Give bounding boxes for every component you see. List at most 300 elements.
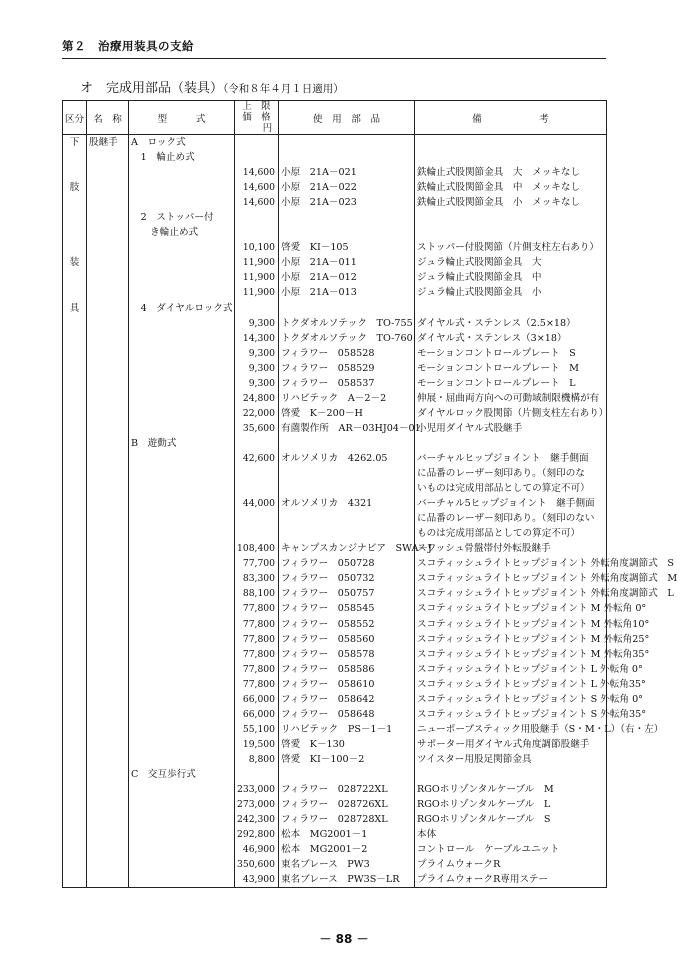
name-cell: [87, 692, 129, 707]
kubun-cell: [63, 812, 87, 827]
table-row: [63, 451, 607, 466]
name-cell: [87, 255, 129, 270]
col-header-biko: 備 考: [415, 101, 607, 135]
parts-cell: フィラワー 028722XL: [279, 782, 415, 797]
table-row: [63, 361, 607, 376]
kubun-cell: [63, 737, 87, 752]
name-cell: [87, 782, 129, 797]
type-cell: B 遊動式: [129, 436, 235, 451]
table-row: [63, 511, 607, 526]
parts-cell: [279, 481, 415, 496]
parts-cell: 小原 21A－013: [279, 285, 415, 300]
type-cell: 4 ダイヤルロック式: [129, 301, 235, 316]
kubun-cell: [63, 195, 87, 210]
price-cell: 77,700: [235, 556, 279, 571]
type-cell: [129, 406, 235, 421]
parts-cell: [279, 466, 415, 481]
table-row: [63, 150, 607, 165]
price-cell: 9,300: [235, 361, 279, 376]
kubun-cell: [63, 767, 87, 782]
kubun-cell: [63, 496, 87, 511]
parts-table: [62, 100, 678, 888]
type-cell: [129, 692, 235, 707]
table-row: [63, 376, 607, 391]
remarks-cell: バーチャル5ヒップジョイント 継手側面: [415, 496, 607, 511]
type-cell: [129, 541, 235, 556]
type-cell: [129, 526, 235, 541]
kubun-cell: [63, 872, 87, 888]
type-cell: [129, 391, 235, 406]
price-cell: 10,100: [235, 240, 279, 255]
remarks-cell: ストッパー付股関節（片側支柱左右あり）: [415, 240, 607, 255]
remarks-cell: [415, 767, 607, 782]
kubun-cell: [63, 225, 87, 240]
col-header-kubun: 区分: [63, 101, 87, 135]
price-cell: 9,300: [235, 376, 279, 391]
type-cell: [129, 285, 235, 300]
remarks-cell: スコティッシュライトヒップジョイント M 外転角10°: [415, 617, 607, 632]
price-cell: 22,000: [235, 406, 279, 421]
type-cell: [129, 601, 235, 616]
name-cell: [87, 361, 129, 376]
name-cell: [87, 647, 129, 662]
price-cell: 8,800: [235, 752, 279, 767]
section-title-text: オ 完成用部品（装具）: [80, 81, 224, 96]
table-row: [63, 541, 607, 556]
name-cell: [87, 150, 129, 165]
remarks-cell: スワッシュ骨盤帯付外転股継手: [415, 541, 607, 556]
price-cell: 66,000: [235, 707, 279, 722]
remarks-cell: [415, 436, 607, 451]
type-cell: [129, 842, 235, 857]
header-rule: [62, 58, 606, 59]
kubun-cell: [63, 677, 87, 692]
price-cell: [235, 150, 279, 165]
parts-cell: フィラワー 028728XL: [279, 812, 415, 827]
chapter-header: 第２ 治療用装具の支給: [62, 39, 194, 53]
type-cell: C 交互歩行式: [129, 767, 235, 782]
parts-cell: [279, 225, 415, 240]
name-cell: [87, 406, 129, 421]
remarks-cell: 小児用ダイヤル式股継手: [415, 421, 607, 436]
kubun-cell: [63, 511, 87, 526]
name-cell: [87, 812, 129, 827]
table-row: [63, 842, 607, 857]
col-header-price: [235, 101, 279, 135]
kubun-cell: [63, 361, 87, 376]
kubun-cell: [63, 782, 87, 797]
remarks-cell: コントロール ケーブルユニット: [415, 842, 607, 857]
table-row: [63, 571, 607, 586]
table-row: [63, 270, 607, 285]
name-cell: [87, 421, 129, 436]
remarks-cell: モーションコントロールプレート L: [415, 376, 607, 391]
name-cell: [87, 797, 129, 812]
remarks-cell: 伸展・屈曲両方向への可動域制限機構が有: [415, 391, 607, 406]
remarks-cell: ジュラ輪止式股関節金具 小: [415, 285, 607, 300]
kubun-cell: 具: [63, 301, 87, 316]
table-row: [63, 406, 607, 421]
kubun-cell: [63, 571, 87, 586]
type-cell: [129, 677, 235, 692]
type-cell: [129, 812, 235, 827]
parts-cell: フィラワー 058578: [279, 647, 415, 662]
name-cell: [87, 391, 129, 406]
kubun-cell: [63, 827, 87, 842]
remarks-cell: いものは完成用部品としての算定不可）: [415, 481, 607, 496]
type-cell: [129, 872, 235, 888]
remarks-cell: サポーター用ダイヤル式角度調節股継手: [415, 737, 607, 752]
parts-cell: フィラワー 050757: [279, 586, 415, 601]
price-cell: 273,000: [235, 797, 279, 812]
type-cell: [129, 782, 235, 797]
kubun-cell: [63, 481, 87, 496]
type-cell: き輪止め式: [129, 225, 235, 240]
type-cell: 1 輪止め式: [129, 150, 235, 165]
kubun-cell: [63, 586, 87, 601]
remarks-cell: ツイスター用股足関節金具: [415, 752, 607, 767]
table-row: [63, 662, 607, 677]
type-cell: [129, 316, 235, 331]
type-cell: [129, 662, 235, 677]
remarks-cell: ニューポーブスティック用股継手（S・M・L）（右・左）: [415, 722, 607, 737]
price-cell: 9,300: [235, 316, 279, 331]
price-cell: 77,800: [235, 617, 279, 632]
name-cell: [87, 301, 129, 316]
price-cell: 14,600: [235, 165, 279, 180]
kubun-cell: [63, 451, 87, 466]
table-row: [63, 782, 607, 797]
type-cell: [129, 617, 235, 632]
price-cell: [235, 466, 279, 481]
parts-cell: 小原 21A－021: [279, 165, 415, 180]
page-number: － 88 －: [319, 932, 369, 946]
table-row: [63, 316, 607, 331]
price-cell: [235, 135, 279, 151]
type-cell: [129, 481, 235, 496]
remarks-cell: RGOホリゾンタルケーブル M: [415, 782, 607, 797]
price-cell: 46,900: [235, 842, 279, 857]
price-cell: 292,800: [235, 827, 279, 842]
remarks-cell: スコティッシュライトヒップジョイント 外転角度調節式 M: [415, 571, 607, 586]
name-cell: [87, 601, 129, 616]
kubun-cell: [63, 240, 87, 255]
remarks-cell: [415, 210, 607, 225]
table-header-row: [63, 101, 607, 135]
parts-cell: 啓愛 KI－105: [279, 240, 415, 255]
name-cell: [87, 662, 129, 677]
type-cell: [129, 180, 235, 195]
price-cell: 55,100: [235, 722, 279, 737]
remarks-cell: 鉄輪止式股関節金具 中 メッキなし: [415, 180, 607, 195]
parts-cell: フィラワー 050728: [279, 556, 415, 571]
price-cell: 35,600: [235, 421, 279, 436]
type-cell: [129, 421, 235, 436]
kubun-cell: [63, 857, 87, 872]
remarks-cell: モーションコントロールプレート S: [415, 346, 607, 361]
name-cell: [87, 195, 129, 210]
remarks-cell: [415, 135, 607, 151]
table-row: [63, 346, 607, 361]
type-cell: 2 ストッパー付: [129, 210, 235, 225]
parts-cell: [279, 135, 415, 151]
name-cell: 股継手: [87, 135, 129, 151]
price-cell: [235, 481, 279, 496]
type-cell: [129, 857, 235, 872]
parts-cell: 有薗製作所 AR－03HJ04－01: [279, 421, 415, 436]
parts-cell: 啓愛 K－200－H: [279, 406, 415, 421]
remarks-cell: [415, 225, 607, 240]
parts-cell: フィラワー 058545: [279, 601, 415, 616]
kubun-cell: [63, 541, 87, 556]
name-cell: [87, 466, 129, 481]
table-row: [63, 812, 607, 827]
parts-cell: オルソメリカ 4321: [279, 496, 415, 511]
remarks-cell: [415, 301, 607, 316]
parts-cell: 松本 MG2001－1: [279, 827, 415, 842]
price-cell: 350,600: [235, 857, 279, 872]
table-row: [63, 872, 607, 888]
remarks-cell: ものは完成用部品としての算定不可）: [415, 526, 607, 541]
kubun-cell: [63, 526, 87, 541]
remarks-cell: バーチャルヒップジョイント 継手側面: [415, 451, 607, 466]
price-cell: 14,300: [235, 331, 279, 346]
table-row: [63, 195, 607, 210]
table-row: [63, 647, 607, 662]
parts-cell: 小原 21A－011: [279, 255, 415, 270]
remarks-cell: スコティッシュライトヒップジョイント S 外転角 0°: [415, 692, 607, 707]
table-row: [63, 857, 607, 872]
kubun-cell: [63, 722, 87, 737]
remarks-cell: ダイヤルロック股関節（片側支柱左右あり）: [415, 406, 607, 421]
type-cell: [129, 331, 235, 346]
kubun-cell: [63, 285, 87, 300]
parts-cell: トクダオルソテック TO-760: [279, 331, 415, 346]
table-row: [63, 180, 607, 195]
kubun-cell: [63, 436, 87, 451]
parts-cell: フィラワー 058552: [279, 617, 415, 632]
remarks-cell: スコティッシュライトヒップジョイント S 外転角35°: [415, 707, 607, 722]
parts-cell: フィラワー 058529: [279, 361, 415, 376]
price-cell: 108,400: [235, 541, 279, 556]
name-cell: [87, 376, 129, 391]
section-subtitle: （令和８年４月１日適用）: [223, 83, 344, 95]
price-cell: 77,800: [235, 647, 279, 662]
name-cell: [87, 451, 129, 466]
type-cell: [129, 255, 235, 270]
type-cell: [129, 376, 235, 391]
remarks-cell: スコティッシュライトヒップジョイント M 外転角35°: [415, 647, 607, 662]
type-cell: [129, 496, 235, 511]
table-row: [63, 466, 607, 481]
price-cell: 9,300: [235, 346, 279, 361]
price-cell: 11,900: [235, 270, 279, 285]
remarks-cell: ジュラ輪止式股関節金具 中: [415, 270, 607, 285]
price-cell: 77,800: [235, 601, 279, 616]
type-cell: [129, 797, 235, 812]
kubun-cell: 肢: [63, 180, 87, 195]
name-cell: [87, 677, 129, 692]
table-row: [63, 481, 607, 496]
parts-cell: トクダオルソテック TO-755: [279, 316, 415, 331]
parts-cell: キャンプスカンジナビア SWA－J: [279, 541, 415, 556]
type-cell: [129, 632, 235, 647]
remarks-cell: RGOホリゾンタルケーブル S: [415, 812, 607, 827]
type-cell: [129, 752, 235, 767]
parts-cell: 啓愛 KI－100－2: [279, 752, 415, 767]
type-cell: [129, 270, 235, 285]
name-cell: [87, 331, 129, 346]
price-cell: 42,600: [235, 451, 279, 466]
table-body: [63, 135, 678, 888]
parts-cell: フィラワー 050732: [279, 571, 415, 586]
parts-cell: [279, 210, 415, 225]
remarks-cell: スコティッシュライトヒップジョイント 外転角度調節式 L: [415, 586, 607, 601]
name-cell: [87, 556, 129, 571]
parts-cell: フィラワー 058560: [279, 632, 415, 647]
remarks-cell: に品番のレーザー刻印あり。（刻印のな: [415, 466, 607, 481]
type-cell: [129, 737, 235, 752]
table-row: [63, 632, 607, 647]
parts-cell: 東名ブレース PW3: [279, 857, 415, 872]
parts-cell: 松本 MG2001－2: [279, 842, 415, 857]
remarks-cell: 鉄輪止式股関節金具 小 メッキなし: [415, 195, 607, 210]
kubun-cell: [63, 210, 87, 225]
name-cell: [87, 842, 129, 857]
kubun-cell: [63, 421, 87, 436]
kubun-cell: [63, 647, 87, 662]
table-row: [63, 225, 607, 240]
name-cell: [87, 346, 129, 361]
table-row: [63, 617, 607, 632]
name-cell: [87, 752, 129, 767]
remarks-cell: に品番のレーザー刻印あり。（刻印のない: [415, 511, 607, 526]
section-title: [80, 77, 344, 96]
name-cell: [87, 511, 129, 526]
parts-cell: フィラワー 058586: [279, 662, 415, 677]
price-cell: 14,600: [235, 195, 279, 210]
table-row: [63, 707, 607, 722]
name-cell: [87, 617, 129, 632]
remarks-cell: モーションコントロールプレート M: [415, 361, 607, 376]
name-cell: [87, 872, 129, 888]
type-cell: [129, 647, 235, 662]
kubun-cell: [63, 331, 87, 346]
remarks-cell: ダイヤル式・ステンレス（2.5×18）: [415, 316, 607, 331]
table-row: [63, 285, 607, 300]
table-row: [63, 331, 607, 346]
parts-cell: 啓愛 K－130: [279, 737, 415, 752]
table-row: [63, 436, 607, 451]
kubun-cell: [63, 842, 87, 857]
remarks-cell: [415, 150, 607, 165]
type-cell: [129, 165, 235, 180]
name-cell: [87, 707, 129, 722]
name-cell: [87, 316, 129, 331]
name-cell: [87, 180, 129, 195]
remarks-cell: ダイヤル式・ステンレス（3×18）: [415, 331, 607, 346]
name-cell: [87, 722, 129, 737]
parts-cell: フィラワー 058610: [279, 677, 415, 692]
parts-cell: 小原 21A－023: [279, 195, 415, 210]
price-cell: 88,100: [235, 586, 279, 601]
parts-cell: フィラワー 058642: [279, 692, 415, 707]
table-row: [63, 722, 607, 737]
price-cell: [235, 301, 279, 316]
name-cell: [87, 827, 129, 842]
table-row: [63, 737, 607, 752]
remarks-cell: スコティッシュライトヒップジョイント M 外転角25°: [415, 632, 607, 647]
parts-cell: フィラワー 058537: [279, 376, 415, 391]
type-cell: [129, 586, 235, 601]
name-cell: [87, 571, 129, 586]
kubun-cell: [63, 692, 87, 707]
name-cell: [87, 526, 129, 541]
table-row: [63, 827, 607, 842]
type-cell: A ロック式: [129, 135, 235, 151]
name-cell: [87, 496, 129, 511]
type-cell: [129, 827, 235, 842]
kubun-cell: [63, 406, 87, 421]
kubun-cell: [63, 165, 87, 180]
kubun-cell: [63, 391, 87, 406]
price-header-line1: 上 限: [242, 101, 271, 112]
kubun-cell: [63, 662, 87, 677]
kubun-cell: [63, 556, 87, 571]
table-row: [63, 601, 607, 616]
name-cell: [87, 632, 129, 647]
type-cell: [129, 466, 235, 481]
table-row: [63, 391, 607, 406]
table-row: [63, 301, 607, 316]
type-cell: [129, 361, 235, 376]
type-cell: [129, 556, 235, 571]
kubun-cell: [63, 316, 87, 331]
table-row: [63, 496, 607, 511]
remarks-cell: RGOホリゾンタルケーブル L: [415, 797, 607, 812]
kubun-cell: [63, 797, 87, 812]
price-cell: 11,900: [235, 285, 279, 300]
parts-cell: フィラワー 058648: [279, 707, 415, 722]
kubun-cell: 装: [63, 255, 87, 270]
name-cell: [87, 737, 129, 752]
type-cell: [129, 722, 235, 737]
kubun-cell: [63, 466, 87, 481]
name-cell: [87, 586, 129, 601]
remarks-cell: スコティッシュライトヒップジョイント 外転角度調節式 S: [415, 556, 607, 571]
price-cell: 44,000: [235, 496, 279, 511]
type-cell: [129, 240, 235, 255]
price-cell: 14,600: [235, 180, 279, 195]
parts-cell: 小原 21A－022: [279, 180, 415, 195]
price-cell: 11,900: [235, 255, 279, 270]
remarks-cell: 本体: [415, 827, 607, 842]
col-header-katashiki: 型 式: [129, 101, 235, 135]
parts-cell: 小原 21A－012: [279, 270, 415, 285]
table-row: [63, 767, 607, 782]
remarks-cell: スコティッシュライトヒップジョイント M 外転角 0°: [415, 601, 607, 616]
parts-cell: [279, 526, 415, 541]
price-cell: [235, 526, 279, 541]
remarks-cell: ジュラ輪止式股関節金具 大: [415, 255, 607, 270]
kubun-cell: [63, 346, 87, 361]
price-cell: 43,900: [235, 872, 279, 888]
table-row: [63, 210, 607, 225]
name-cell: [87, 857, 129, 872]
name-cell: [87, 270, 129, 285]
parts-cell: [279, 301, 415, 316]
table-row: [63, 255, 607, 270]
